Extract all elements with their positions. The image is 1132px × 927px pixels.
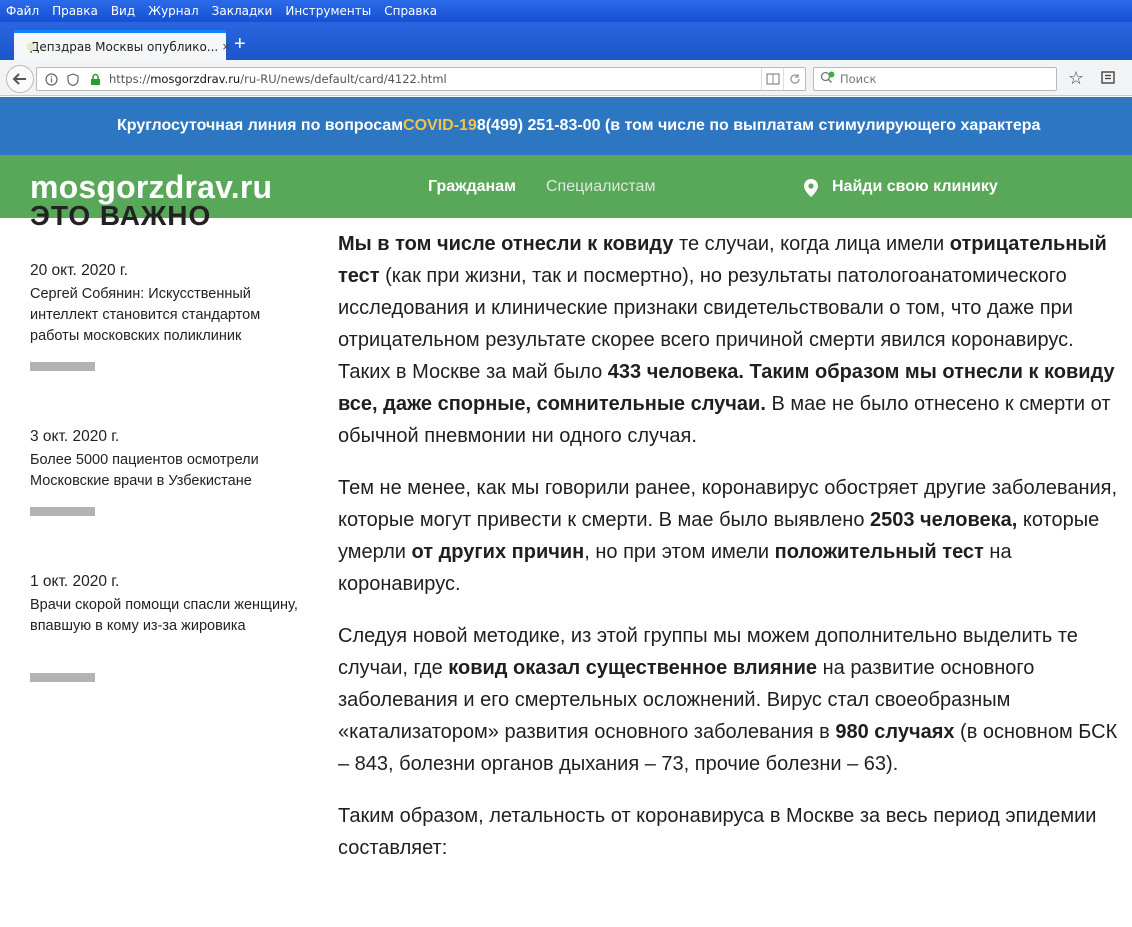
tracking-shield-icon[interactable] <box>65 71 81 87</box>
menu-view[interactable]: Вид <box>110 4 136 18</box>
news-divider <box>30 673 95 682</box>
news-item[interactable] <box>30 573 300 637</box>
news-date: 1 окт. 2020 г. <box>30 573 120 590</box>
url-text[interactable] <box>109 72 761 86</box>
find-clinic-link[interactable]: Найди свою клинику <box>832 178 998 195</box>
new-tab-button[interactable]: + <box>234 33 246 55</box>
location-pin-icon <box>804 179 818 197</box>
browser-tab[interactable] <box>14 30 230 60</box>
lock-icon[interactable] <box>87 71 103 87</box>
article-paragraph <box>338 620 1128 780</box>
menu-file[interactable]: Файл <box>6 4 40 18</box>
bold-text: 980 случаях <box>835 721 955 743</box>
hotline-banner <box>0 97 1132 155</box>
url-prefix: https:// <box>109 72 151 86</box>
text-run: те случаи, когда лица имели <box>673 233 950 255</box>
menu-help[interactable]: Справка <box>384 4 438 18</box>
bookmark-star-icon[interactable]: ☆ <box>1068 68 1085 88</box>
news-divider <box>30 362 95 371</box>
page-content <box>0 200 1132 927</box>
info-icon[interactable] <box>43 71 59 87</box>
sidebar-heading: ЭТО ВАЖНО <box>30 200 212 231</box>
back-arrow-icon <box>12 71 28 87</box>
nav-citizens[interactable]: Гражданам <box>428 178 516 195</box>
url-domain: mosgorzdrav.ru <box>150 72 241 86</box>
bold-text: Мы в том числе отнесли к ковиду <box>338 233 674 255</box>
text-run: В мае не было отнесено к смерти от обычной пневмонии ни одного случая. <box>338 393 1111 447</box>
text-run: Тем не менее, как мы говорили ранее, коронавирус обостряет другие заболевания, которые могут привести к смерти. В мае было выявлено <box>338 477 1118 531</box>
reload-icon[interactable] <box>783 68 805 90</box>
article-body <box>338 228 1128 884</box>
news-item[interactable] <box>30 428 300 492</box>
menu-history[interactable]: Журнал <box>148 4 199 18</box>
nav-specialists[interactable]: Специалистам <box>546 178 656 195</box>
bold-text: от других причин <box>411 541 585 563</box>
article-paragraph <box>338 472 1128 600</box>
news-title[interactable]: Сергей Собянин: Искусственный интеллект становится стандартом работы московских поликлиник <box>30 286 261 344</box>
text-run: Следуя новой методике, из этой группы мы можем дополнительно выделить те случаи, где <box>338 625 1078 679</box>
menu-tools[interactable]: Инструменты <box>285 4 372 18</box>
search-engine-icon[interactable] <box>820 71 836 87</box>
news-item[interactable] <box>30 262 300 347</box>
address-bar[interactable] <box>36 67 806 91</box>
news-title[interactable]: Врачи скорой помощи спасли женщину, впавшую в кому из-за жировика <box>30 597 298 634</box>
article-paragraph <box>338 228 1128 452</box>
text-run: которые умерли <box>338 509 1100 563</box>
bold-text: ковид оказал существенное влияние <box>448 657 818 679</box>
close-tab-icon[interactable]: × <box>222 39 230 54</box>
hotline-prefix: Круглосуточная линия по вопросам <box>117 117 404 134</box>
article-paragraph <box>338 800 1128 864</box>
news-divider <box>30 507 95 516</box>
hotline-suffix: 8(499) 251-83-00 (в том числе по выплатам стимулирующего характера <box>476 117 1041 134</box>
text-run: на коронавирус. <box>338 541 1012 595</box>
tab-bar <box>0 22 1132 60</box>
library-icon[interactable] <box>1100 69 1116 90</box>
site-logo[interactable]: mosgorzdrav.ru <box>30 169 273 205</box>
navigation-bar <box>0 60 1132 96</box>
text-run: на развитие основного заболевания и его смертельных осложнений. Вирус стал своеобразным «катализатором» развития основного заболевания в <box>338 657 1035 743</box>
search-bar[interactable] <box>813 67 1057 91</box>
menu-bookmarks[interactable]: Закладки <box>211 4 273 18</box>
text-run: , но при этом имели <box>584 541 775 563</box>
url-path: /ru-RU/news/default/card/4122.html <box>240 72 447 86</box>
search-input[interactable] <box>840 72 1040 86</box>
text-run: Таким образом, летальность от коронавируса в Москве за весь период эпидемии составляет: <box>338 805 1097 859</box>
reader-view-icon[interactable] <box>761 68 783 90</box>
tab-title: Депздрав Москвы опублико... <box>30 39 219 54</box>
bold-text: положительный тест <box>774 541 984 563</box>
news-title[interactable]: Более 5000 пациентов осмотрели Московские врачи в Узбекистане <box>30 452 259 489</box>
menu-edit[interactable]: Правка <box>52 4 98 18</box>
news-date: 20 окт. 2020 г. <box>30 262 128 279</box>
menu-bar <box>0 0 1132 22</box>
bold-text: 433 человека. Таким образом мы отнесли к ковиду все, даже спорные, сомнительные случаи. <box>338 361 1115 415</box>
bold-text: 2503 человека, <box>870 509 1018 531</box>
news-date: 3 окт. 2020 г. <box>30 428 120 445</box>
text-run: (в основном БСК – 843, болезни органов дыхания – 73, прочие болезни – 63). <box>338 721 1118 775</box>
hotline-covid: COVID-19 <box>403 117 477 134</box>
text-run: (как при жизни, так и посмертно), но результаты патологоанатомического исследования и клинические признаки свидетельствовали о том, что даже при отрицательном результате скорее всего причиной смерти явился коронавирус. Таких в Москве за май было <box>338 265 1074 383</box>
back-button[interactable] <box>6 65 34 93</box>
bold-text: отрицательный тест <box>338 233 1107 287</box>
